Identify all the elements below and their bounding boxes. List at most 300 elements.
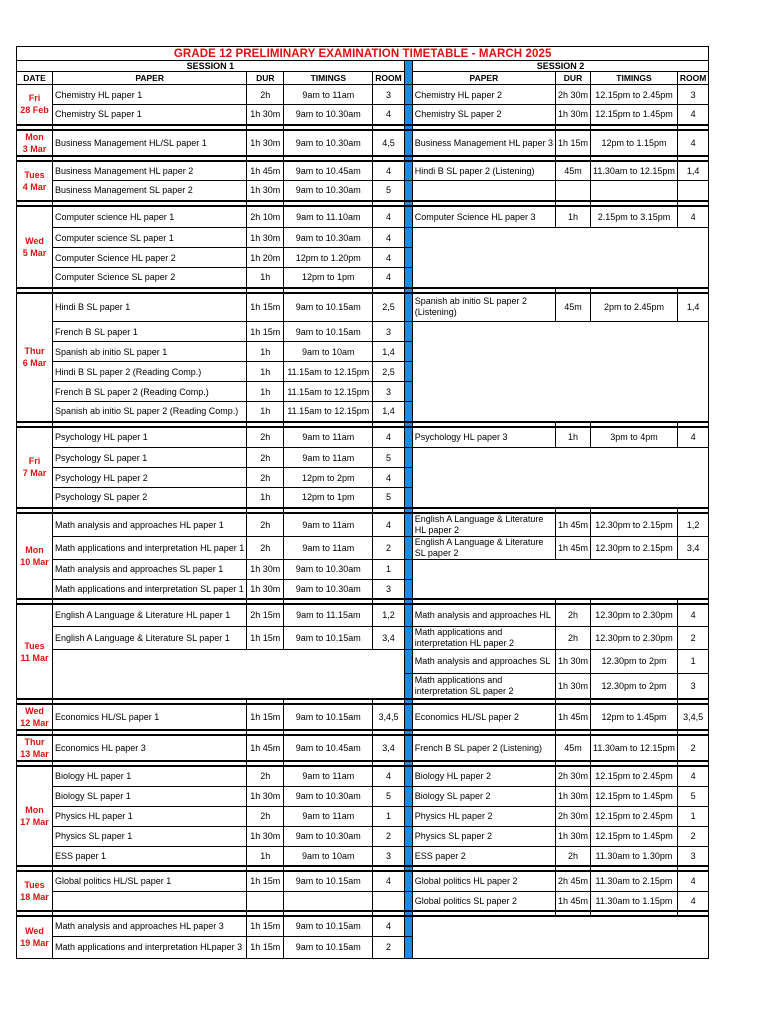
s1-duration: 1h 30m [247, 181, 284, 201]
session-separator [404, 161, 412, 181]
s2-timing: 11.30am to 12.15pm [591, 161, 678, 181]
s1-paper: Math applications and interpretation HLpaper 3 [53, 936, 247, 958]
exam-day [17, 871, 53, 911]
s2-paper: Hindi B SL paper 2 (Listening) [412, 161, 555, 181]
s1-paper: Math analysis and approaches HL paper 3 [53, 916, 247, 936]
exam-day [17, 293, 53, 422]
exam-day [17, 604, 53, 699]
s1-timing: 11.15am to 12.15pm [284, 382, 373, 402]
exam-row [17, 846, 709, 866]
s2-paper: French B SL paper 2 (Listening) [412, 735, 555, 761]
s1-paper: Biology SL paper 1 [53, 786, 247, 806]
s1-timing: 9am to 11.15am [284, 604, 373, 626]
s2-duration: 2h 30m [556, 85, 591, 105]
s1-duration: 1h 15m [247, 916, 284, 936]
s1-room: 1,4 [373, 342, 404, 362]
s1-paper: Math analysis and approaches SL paper 1 [53, 559, 247, 579]
s2-duration: 2h [556, 846, 591, 866]
s1-room: 4 [373, 513, 404, 537]
session-separator [404, 871, 412, 891]
s1-paper: Psychology HL paper 1 [53, 427, 247, 448]
weekday: Thur [24, 737, 45, 747]
s1-duration: 1h [247, 342, 284, 362]
s1-duration: 2h [247, 766, 284, 786]
empty-cell [412, 322, 709, 422]
header-paper: PAPER [53, 72, 247, 85]
s2-paper: Business Management HL paper 3 [412, 130, 555, 156]
s1-paper: French B SL paper 1 [53, 322, 247, 342]
session-separator [404, 181, 412, 201]
exam-row [17, 916, 709, 936]
s2-timing: 12.30pm to 2.15pm [591, 513, 678, 537]
s2-room: 4 [677, 871, 708, 891]
s1-timing: 9am to 11am [284, 427, 373, 448]
exam-row [17, 559, 709, 579]
s2-timing [591, 181, 678, 201]
s2-paper: Chemistry SL paper 2 [412, 105, 555, 125]
s1-duration: 2h [247, 468, 284, 488]
s2-paper [412, 181, 555, 201]
s2-duration: 45m [556, 293, 591, 322]
s2-room: 4 [677, 130, 708, 156]
exam-row [17, 871, 709, 891]
s1-paper: Psychology SL paper 1 [53, 448, 247, 468]
s1-room: 5 [373, 786, 404, 806]
s1-paper: Spanish ab initio SL paper 1 [53, 342, 247, 362]
timetable [16, 46, 709, 959]
session-separator [404, 806, 412, 826]
session-separator [404, 402, 412, 422]
s2-room: 3,4,5 [677, 704, 708, 730]
s2-room [677, 181, 708, 201]
weekday: Wed [25, 706, 44, 716]
s1-paper: Hindi B SL paper 2 (Reading Comp.) [53, 362, 247, 382]
session-1-label: SESSION 1 [17, 61, 405, 72]
session-separator [404, 559, 412, 579]
s1-duration: 1h 30m [247, 130, 284, 156]
s1-paper: Economics HL/SL paper 1 [53, 704, 247, 730]
session-separator [404, 488, 412, 508]
s1-room: 3 [373, 382, 404, 402]
exam-row [17, 228, 709, 248]
session-separator [404, 536, 412, 559]
s1-paper: ESS paper 1 [53, 846, 247, 866]
s1-timing: 9am to 10.30am [284, 228, 373, 248]
s2-duration: 1h 30m [556, 105, 591, 125]
s1-room: 5 [373, 488, 404, 508]
exam-date: 3 Mar [22, 143, 47, 154]
s2-duration: 1h 30m [556, 649, 591, 673]
s2-paper: Biology SL paper 2 [412, 786, 555, 806]
s2-duration: 2h 45m [556, 871, 591, 891]
s2-timing: 12.30pm to 2pm [591, 649, 678, 673]
exam-date: 7 Mar [22, 468, 47, 478]
s1-timing: 9am to 10.15am [284, 322, 373, 342]
weekday: Tues [24, 640, 45, 651]
s1-paper: Computer Science SL paper 2 [53, 268, 247, 288]
exam-date: 18 Mar [20, 892, 49, 902]
s2-duration: 1h 45m [556, 536, 591, 559]
header-room-2: ROOM [677, 72, 708, 85]
s1-room: 2,5 [373, 362, 404, 382]
s1-room: 4 [373, 161, 404, 181]
exam-row [17, 735, 709, 761]
s1-timing: 12pm to 2pm [284, 468, 373, 488]
s1-duration: 1h 30m [247, 786, 284, 806]
s1-timing [284, 891, 373, 911]
exam-date: 10 Mar [20, 556, 49, 567]
s2-paper: Math applications and interpretation HL paper 2 [412, 626, 555, 649]
weekday: Tues [24, 880, 45, 890]
s1-room: 4 [373, 105, 404, 125]
s1-paper: Physics HL paper 1 [53, 806, 247, 826]
session-separator [404, 130, 412, 156]
exam-row [17, 891, 709, 911]
exam-date: 5 Mar [22, 247, 47, 258]
exam-row [17, 704, 709, 730]
s2-duration: 1h 30m [556, 786, 591, 806]
exam-day [17, 735, 53, 761]
s1-room: 4,5 [373, 130, 404, 156]
session-separator [404, 513, 412, 537]
exam-day [17, 161, 53, 201]
s2-timing: 12.30pm to 2.30pm [591, 626, 678, 649]
s1-timing: 9am to 10.45am [284, 735, 373, 761]
s1-duration: 2h [247, 448, 284, 468]
weekday: Mon [25, 544, 44, 555]
session-separator [404, 427, 412, 448]
weekday: Fri [28, 456, 41, 466]
s1-paper: Computer science HL paper 1 [53, 206, 247, 228]
exam-day [17, 206, 53, 288]
header-timings: TIMINGS [284, 72, 373, 85]
s1-room: 5 [373, 448, 404, 468]
s1-duration: 1h [247, 362, 284, 382]
header-timings-2: TIMINGS [591, 72, 678, 85]
s2-paper: ESS paper 2 [412, 846, 555, 866]
s1-timing: 9am to 11am [284, 536, 373, 559]
header-date: DATE [17, 72, 53, 85]
weekday: Wed [25, 926, 44, 937]
s2-timing: 12.15pm to 2.45pm [591, 766, 678, 786]
s1-room: 4 [373, 468, 404, 488]
s2-paper: Global politics SL paper 2 [412, 891, 555, 911]
session-separator [404, 448, 412, 468]
s1-room: 2 [373, 936, 404, 958]
s1-room: 2 [373, 826, 404, 846]
s1-duration: 1h 30m [247, 559, 284, 579]
session-separator [404, 626, 412, 649]
s1-duration: 1h 15m [247, 936, 284, 958]
exam-row [17, 206, 709, 228]
s1-paper: Physics SL paper 1 [53, 826, 247, 846]
s1-timing: 9am to 10.15am [284, 916, 373, 936]
weekday: Wed [25, 235, 44, 246]
s1-duration: 1h 15m [247, 704, 284, 730]
s1-timing: 9am to 10.15am [284, 626, 373, 649]
s1-room: 4 [373, 766, 404, 786]
s2-paper: Spanish ab initio SL paper 2 (Listening) [412, 293, 555, 322]
s2-duration: 2h [556, 604, 591, 626]
session-separator [404, 382, 412, 402]
empty-cell [412, 559, 709, 599]
s1-room: 4 [373, 916, 404, 936]
s2-duration: 1h 15m [556, 130, 591, 156]
s1-duration: 1h 15m [247, 322, 284, 342]
s1-duration: 1h 15m [247, 293, 284, 322]
s2-timing: 12pm to 1.15pm [591, 130, 678, 156]
s1-timing: 9am to 10.30am [284, 559, 373, 579]
exam-date: 19 Mar [20, 938, 49, 949]
exam-row [17, 161, 709, 181]
weekday: Tues [24, 169, 45, 180]
exam-row [17, 786, 709, 806]
s1-duration: 1h 30m [247, 579, 284, 599]
s1-room: 4 [373, 427, 404, 448]
s1-paper: Business Management HL/SL paper 1 [53, 130, 247, 156]
s2-room: 2 [677, 735, 708, 761]
s2-room: 1,2 [677, 513, 708, 537]
empty-cell [53, 649, 405, 699]
s2-paper: Psychology HL paper 3 [412, 427, 555, 448]
s1-room: 1 [373, 559, 404, 579]
s1-timing: 12pm to 1.20pm [284, 248, 373, 268]
exam-row [17, 513, 709, 537]
s2-room: 2 [677, 826, 708, 846]
s2-duration: 1h 45m [556, 891, 591, 911]
s1-timing: 12pm to 1pm [284, 488, 373, 508]
s1-timing: 9am to 11am [284, 766, 373, 786]
s1-duration: 1h 30m [247, 228, 284, 248]
s1-duration: 1h [247, 846, 284, 866]
s2-duration [556, 181, 591, 201]
s1-room: 3,4 [373, 626, 404, 649]
s1-duration: 1h [247, 488, 284, 508]
s1-paper: Math analysis and approaches HL paper 1 [53, 513, 247, 537]
s1-timing: 9am to 10.30am [284, 181, 373, 201]
s1-paper: English A Language & Literature SL paper 1 [53, 626, 247, 649]
session-separator [404, 293, 412, 322]
s2-duration: 1h 30m [556, 826, 591, 846]
s1-paper: Business Management SL paper 2 [53, 181, 247, 201]
s1-timing: 9am to 10am [284, 846, 373, 866]
s1-duration: 1h [247, 382, 284, 402]
s2-room: 5 [677, 786, 708, 806]
s2-paper: Chemistry HL paper 2 [412, 85, 555, 105]
s2-timing: 2.15pm to 3.15pm [591, 206, 678, 228]
s2-duration: 1h 45m [556, 704, 591, 730]
exam-date: 13 Mar [20, 749, 49, 759]
s2-room: 4 [677, 891, 708, 911]
column-header-row [17, 72, 709, 85]
s1-timing: 9am to 10am [284, 342, 373, 362]
exam-row [17, 181, 709, 201]
s2-paper: Economics HL/SL paper 2 [412, 704, 555, 730]
exam-day [17, 130, 53, 156]
s1-paper: Chemistry HL paper 1 [53, 85, 247, 105]
s1-room: 1,4 [373, 402, 404, 422]
s1-paper: Computer science SL paper 1 [53, 228, 247, 248]
s2-room: 4 [677, 206, 708, 228]
s1-room: 3 [373, 846, 404, 866]
s2-duration: 2h [556, 626, 591, 649]
session-separator [404, 579, 412, 599]
session-separator [404, 891, 412, 911]
s1-room: 4 [373, 206, 404, 228]
s2-timing: 12.15pm to 1.45pm [591, 105, 678, 125]
s1-duration: 1h [247, 268, 284, 288]
timetable-title: GRADE 12 PRELIMINARY EXAMINATION TIMETABLE - MARCH 2025 [17, 47, 709, 61]
session-separator [404, 846, 412, 866]
s1-timing: 9am to 10.15am [284, 871, 373, 891]
exam-date: 11 Mar [20, 652, 49, 663]
s2-paper: Global politics HL paper 2 [412, 871, 555, 891]
s2-room: 3 [677, 846, 708, 866]
s2-room: 3 [677, 673, 708, 699]
exam-row [17, 766, 709, 786]
s2-timing: 12.30pm to 2pm [591, 673, 678, 699]
s2-timing: 12.15pm to 1.45pm [591, 786, 678, 806]
s1-paper: Business Management HL paper 2 [53, 161, 247, 181]
s1-paper: Hindi B SL paper 1 [53, 293, 247, 322]
s1-paper: English A Language & Literature HL paper 1 [53, 604, 247, 626]
s2-duration: 1h 30m [556, 673, 591, 699]
s2-room: 3,4 [677, 536, 708, 559]
s2-paper: Math analysis and approaches SL [412, 649, 555, 673]
exam-row [17, 293, 709, 322]
header-paper-2: PAPER [412, 72, 555, 85]
weekday: Mon [25, 805, 44, 815]
exam-row [17, 85, 709, 105]
s1-timing: 9am to 11am [284, 806, 373, 826]
s1-paper: Math applications and interpretation SL paper 1 [53, 579, 247, 599]
s2-paper: Computer Science HL paper 3 [412, 206, 555, 228]
session-separator [404, 786, 412, 806]
s1-timing: 9am to 11am [284, 513, 373, 537]
s2-room: 4 [677, 427, 708, 448]
session-separator [404, 936, 412, 958]
empty-cell [412, 228, 709, 288]
s1-paper: Global politics HL/SL paper 1 [53, 871, 247, 891]
s2-timing: 11.30am to 1.15pm [591, 891, 678, 911]
exam-date: 6 Mar [22, 358, 47, 368]
s1-timing: 9am to 10.15am [284, 704, 373, 730]
s2-timing: 12.15pm to 1.45pm [591, 826, 678, 846]
s1-duration: 2h 10m [247, 206, 284, 228]
exam-date: 17 Mar [20, 817, 49, 827]
exam-day [17, 766, 53, 866]
s2-paper: Physics HL paper 2 [412, 806, 555, 826]
s1-duration [247, 891, 284, 911]
weekday: Fri [28, 93, 41, 104]
s1-paper: Spanish ab initio SL paper 2 (Reading Comp.) [53, 402, 247, 422]
exam-day [17, 427, 53, 508]
exam-row [17, 826, 709, 846]
s1-duration: 1h 45m [247, 735, 284, 761]
exam-row [17, 322, 709, 342]
session-separator [404, 268, 412, 288]
session-separator [404, 248, 412, 268]
exam-row [17, 427, 709, 448]
s1-timing: 9am to 10.45am [284, 161, 373, 181]
s1-timing: 12pm to 1pm [284, 268, 373, 288]
exam-row [17, 604, 709, 626]
s1-room [373, 891, 404, 911]
s2-room: 4 [677, 766, 708, 786]
session-separator [404, 85, 412, 105]
s1-room: 1,2 [373, 604, 404, 626]
session-separator [404, 322, 412, 342]
s1-room: 4 [373, 268, 404, 288]
empty-cell [412, 916, 709, 958]
s1-room: 3 [373, 322, 404, 342]
s1-duration: 1h 15m [247, 871, 284, 891]
s1-duration: 1h 20m [247, 248, 284, 268]
s1-duration: 1h [247, 402, 284, 422]
s1-duration: 1h 15m [247, 626, 284, 649]
s1-room: 3,4,5 [373, 704, 404, 730]
s1-timing: 11.15am to 12.15pm [284, 402, 373, 422]
s1-timing: 9am to 11am [284, 448, 373, 468]
s2-timing: 12.15pm to 2.45pm [591, 806, 678, 826]
s2-timing: 12.15pm to 2.45pm [591, 85, 678, 105]
s2-room: 3 [677, 85, 708, 105]
s2-duration: 45m [556, 161, 591, 181]
session-separator [404, 342, 412, 362]
s2-room: 4 [677, 105, 708, 125]
s1-paper [53, 891, 247, 911]
s2-paper: Biology HL paper 2 [412, 766, 555, 786]
s2-timing: 12pm to 1.45pm [591, 704, 678, 730]
s2-room: 1 [677, 806, 708, 826]
weekday: Thur [24, 346, 45, 356]
s2-duration: 2h 30m [556, 806, 591, 826]
s1-timing: 9am to 10.30am [284, 579, 373, 599]
s1-room: 2 [373, 536, 404, 559]
exam-row [17, 105, 709, 125]
exam-day [17, 85, 53, 125]
s1-paper: Psychology HL paper 2 [53, 468, 247, 488]
s1-timing: 9am to 10.30am [284, 826, 373, 846]
s1-duration: 1h 45m [247, 161, 284, 181]
s2-timing: 3pm to 4pm [591, 427, 678, 448]
s1-paper: Chemistry SL paper 1 [53, 105, 247, 125]
session-separator [404, 826, 412, 846]
s1-room: 4 [373, 248, 404, 268]
exam-row [17, 130, 709, 156]
header-dur: DUR [247, 72, 284, 85]
exam-day [17, 916, 53, 958]
s2-duration: 45m [556, 735, 591, 761]
s1-paper: Economics HL paper 3 [53, 735, 247, 761]
s2-timing: 11.30am to 2.15pm [591, 871, 678, 891]
exam-day [17, 704, 53, 730]
exam-row [17, 448, 709, 468]
s1-room: 3 [373, 579, 404, 599]
s2-duration: 1h [556, 427, 591, 448]
exam-row [17, 626, 709, 649]
exam-row [17, 536, 709, 559]
s1-paper: Math applications and interpretation HL paper 1 [53, 536, 247, 559]
session-separator [404, 673, 412, 699]
s1-paper: Computer Science HL paper 2 [53, 248, 247, 268]
s2-timing: 11.30am to 12.15pm [591, 735, 678, 761]
s1-paper: Biology HL paper 1 [53, 766, 247, 786]
session-separator [404, 228, 412, 248]
s2-paper: Physics SL paper 2 [412, 826, 555, 846]
s1-duration: 1h 30m [247, 105, 284, 125]
s1-room: 5 [373, 181, 404, 201]
